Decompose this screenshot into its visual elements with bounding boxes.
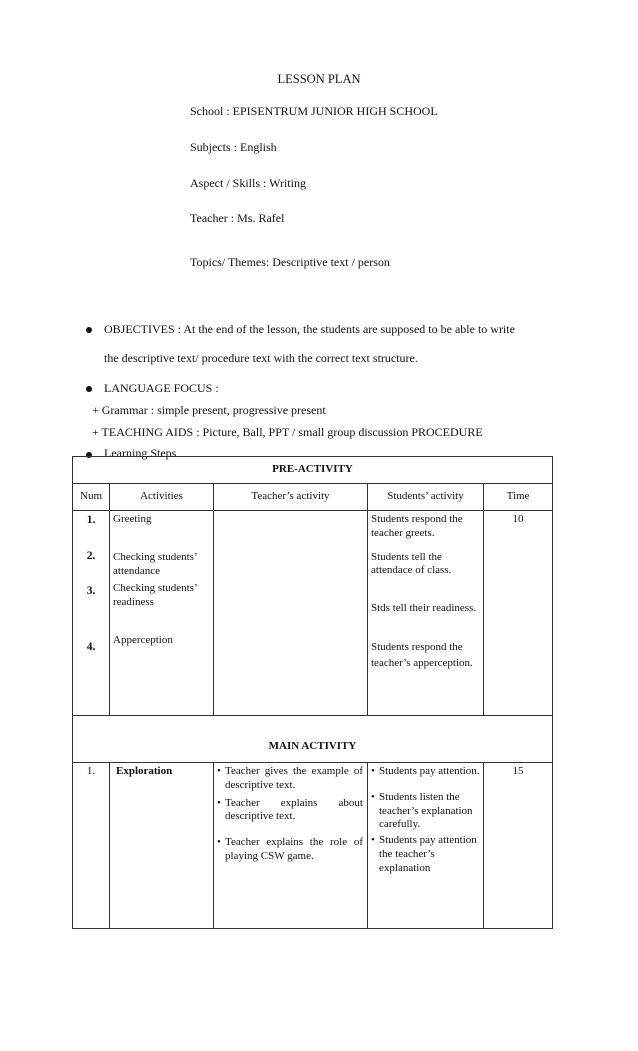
main-activity-row: [73, 716, 553, 763]
pre-students-cell: [368, 511, 484, 716]
pre-activity-1: Greeting: [113, 513, 152, 525]
document-title: LESSON PLAN: [277, 72, 361, 86]
pre-num-4: 4.: [86, 641, 96, 654]
grammar-line: + Grammar : simple present, progressive present: [92, 403, 326, 417]
pre-activities-cell: [110, 511, 214, 716]
main-student-item: • Students listen the teacher’s explanation carefully.: [371, 790, 473, 831]
pre-activity-heading: PRE-ACTIVITY: [73, 457, 553, 484]
subjects-line: Subjects : English: [190, 140, 277, 154]
teacher-line: Teacher : Ms. Rafel: [190, 211, 285, 225]
main-activity-cell: Exploration: [110, 763, 214, 929]
pre-num-cell: [73, 511, 110, 716]
header-time: Time: [484, 484, 553, 511]
pre-student-2: Students tell the attendace of class.: [371, 550, 452, 577]
pre-activity-row: [73, 457, 553, 484]
pre-num-2: 2.: [86, 550, 96, 563]
learning-steps-table: [72, 456, 553, 929]
header-activities: Activities: [110, 484, 214, 511]
main-students-cell: [368, 763, 484, 929]
main-teacher-cell: [214, 763, 368, 929]
header-students-activity: Students’ activity: [368, 484, 484, 511]
teaching-aids-line: + TEACHING AIDS : Picture, Ball, PPT / small group discussion PROCEDURE: [92, 425, 483, 439]
pre-teacher-cell: [214, 511, 368, 716]
bullet-icon: [86, 327, 92, 333]
pre-activity-4: Apperception: [113, 633, 173, 646]
column-header-row: [73, 484, 553, 511]
aspect-line: Aspect / Skills : Writing: [190, 176, 306, 190]
bullet-icon: [86, 386, 92, 392]
main-time-cell: 15: [484, 763, 553, 929]
pre-activity-body-row: [73, 511, 553, 716]
main-student-item: • Students pay attention the teacher’s explanation: [371, 834, 477, 874]
pre-num-1: 1.: [86, 514, 96, 526]
pre-student-1: Students respond the teacher greets.: [371, 513, 463, 539]
pre-activity-2: Checking students’ attendance: [113, 550, 197, 577]
school-line: School : EPISENTRUM JUNIOR HIGH SCHOOL: [190, 104, 438, 118]
main-teacher-item: • Teacher gives the example of descriptive text.: [217, 765, 363, 791]
main-activity-body-row: [73, 763, 553, 929]
main-teacher-item: • Teacher explains about descriptive text.: [217, 796, 363, 823]
pre-time-cell: 10: [484, 511, 553, 716]
main-teacher-item: • Teacher explains the role of playing CSW game.: [217, 836, 363, 862]
pre-student-4: Students respond the teacher’s apperception.: [371, 640, 473, 669]
objectives-line-2: the descriptive text/ procedure text with the correct text structure.: [104, 351, 418, 365]
main-activity-heading: MAIN ACTIVITY: [73, 716, 553, 763]
language-focus-label: LANGUAGE FOCUS :: [104, 381, 219, 395]
main-num-cell: 1.: [73, 763, 110, 929]
objectives-line-1: OBJECTIVES : At the end of the lesson, the students are supposed to be able to write: [104, 322, 515, 336]
pre-student-3: Stds tell their readiness.: [371, 602, 477, 614]
header-teacher-activity: Teacher’s activity: [214, 484, 368, 511]
topics-line: Topics/ Themes: Descriptive text / person: [190, 255, 390, 269]
main-student-item: • Students pay attention.: [371, 765, 480, 777]
learning-steps-label: Learning Steps: [104, 446, 177, 460]
pre-num-3: 3.: [86, 584, 96, 597]
header-num: Num: [73, 484, 110, 511]
pre-activity-3: Checking students’ readiness: [113, 582, 197, 608]
